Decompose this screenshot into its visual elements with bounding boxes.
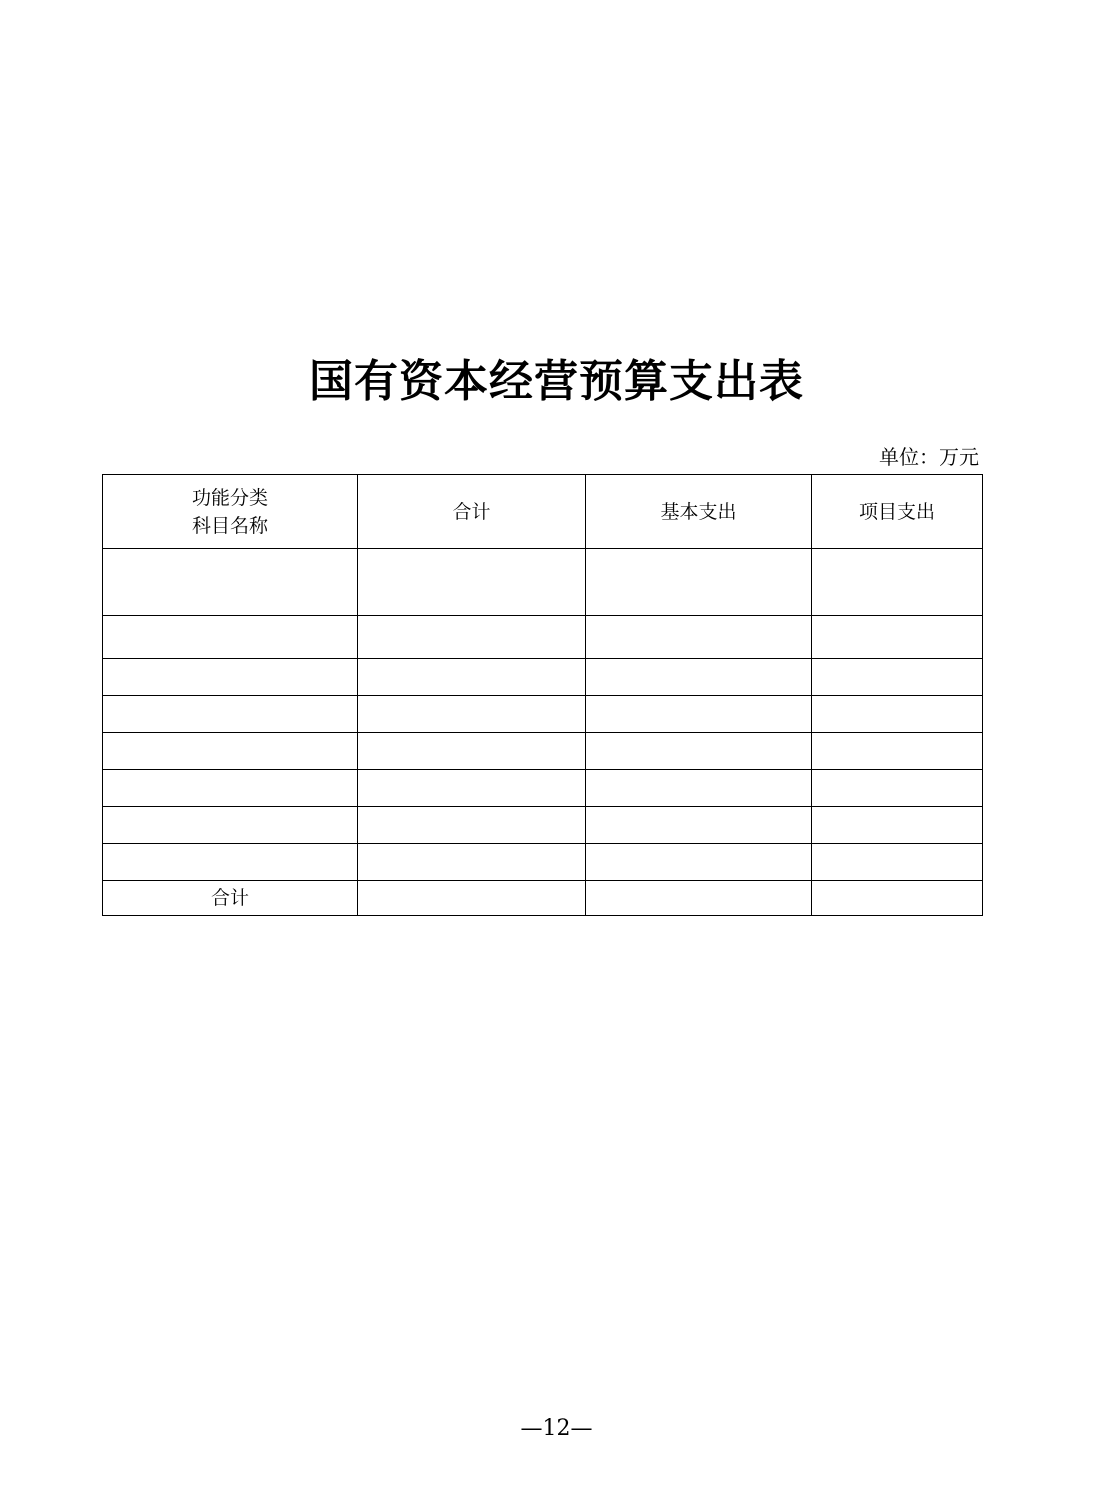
table-cell <box>586 696 812 733</box>
table-row <box>103 616 983 659</box>
table-cell <box>358 696 586 733</box>
header-category-name <box>103 475 358 549</box>
total-label: 合计 <box>103 881 358 916</box>
unit-label: 单位：万元 <box>879 445 979 469</box>
table-row <box>103 807 983 844</box>
table-cell <box>103 549 358 616</box>
table-cell <box>586 844 812 881</box>
table-cell <box>812 659 983 696</box>
table-cell <box>586 807 812 844</box>
header-category-line2: 科目名称 <box>191 514 268 537</box>
table-cell <box>103 807 358 844</box>
header-basic-expenditure: 基本支出 <box>586 475 812 549</box>
table-cell <box>358 659 586 696</box>
table-total-row <box>103 881 983 916</box>
table-cell <box>358 770 586 807</box>
table-cell <box>586 549 812 616</box>
table-cell <box>586 881 812 916</box>
budget-table <box>102 474 983 916</box>
table-row <box>103 659 983 696</box>
table-cell <box>358 549 586 616</box>
table-cell <box>812 696 983 733</box>
table-cell <box>103 696 358 733</box>
table-cell <box>358 733 586 770</box>
table-cell <box>812 881 983 916</box>
table-cell <box>103 770 358 807</box>
table-row <box>103 844 983 881</box>
table-row <box>103 733 983 770</box>
table-cell <box>812 770 983 807</box>
table-cell <box>812 807 983 844</box>
table-cell <box>812 844 983 881</box>
table-cell <box>586 616 812 659</box>
table-cell <box>103 844 358 881</box>
table-cell <box>812 616 983 659</box>
table-cell <box>103 733 358 770</box>
table-cell <box>358 616 586 659</box>
table-cell <box>812 549 983 616</box>
table-cell <box>586 659 812 696</box>
page-number: —12— <box>520 1416 593 1441</box>
table-header-row <box>103 475 983 549</box>
table-row <box>103 549 983 616</box>
table-cell <box>812 733 983 770</box>
table-cell <box>358 844 586 881</box>
table-cell <box>586 733 812 770</box>
table-cell <box>103 616 358 659</box>
table-cell <box>358 881 586 916</box>
table-cell <box>103 659 358 696</box>
header-total: 合计 <box>358 475 586 549</box>
table-cell <box>358 807 586 844</box>
table-row <box>103 770 983 807</box>
document-title: 国有资本经营预算支出表 <box>309 356 804 407</box>
table-row <box>103 696 983 733</box>
table-cell <box>586 770 812 807</box>
header-category-line1: 功能分类 <box>191 486 268 509</box>
header-project-expenditure: 项目支出 <box>812 475 983 549</box>
